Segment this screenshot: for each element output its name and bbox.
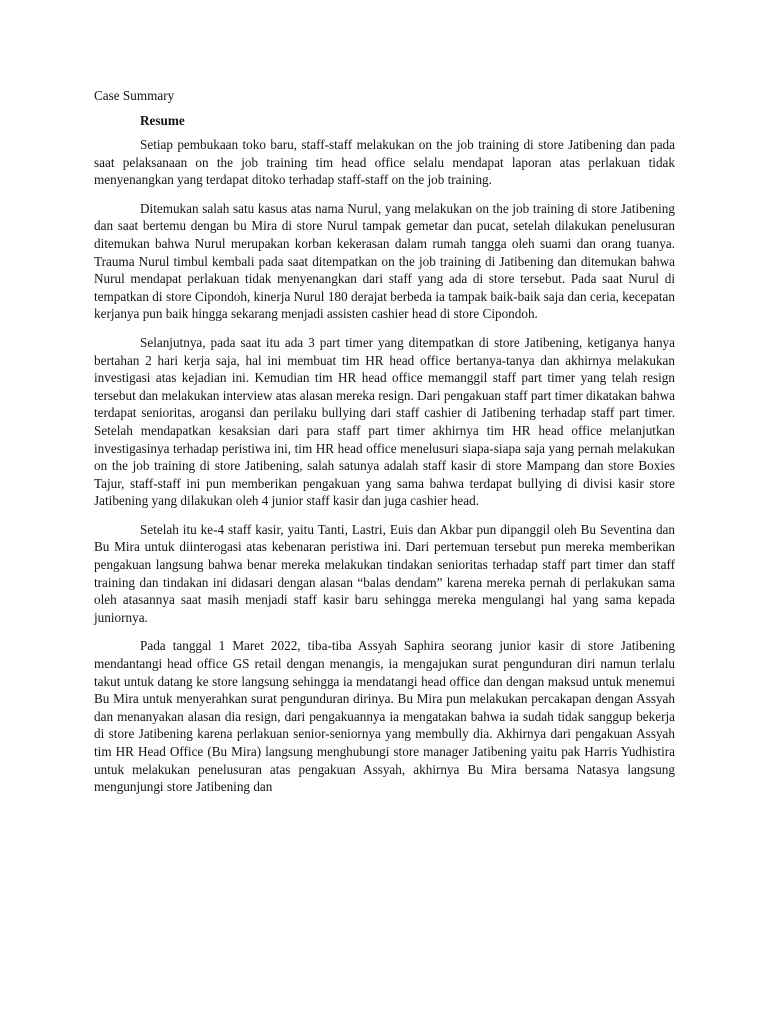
paragraph-5: Pada tanggal 1 Maret 2022, tiba-tiba Assyah Saphira seorang junior kasir di store Jatibening mendantangi head office GS retail dengan menangis, ia mengajukan surat pengunduran diri namun terlalu takut untuk datang ke store langsung sehingga ia mendatangi head office dan dengan maksud untuk menemui Bu Mira untuk menyerahkan surat pengunduran dirinya. Bu Mira pun melakukan percakapan dengan Assyah dan menanyakan alasan dia resign, dari pengakuannya ia mengatakan bahwa ia sudah tidak sanggup bekerja di store Jatibening karena perlakuan senior-seniornya yang membully dia. Akhirnya dari pengakuan Assyah tim HR Head Office (Bu Mira) langsung menghubungi store manager Jatibening yaitu pak Harris Yudhistira untuk melakukan penelusuran atas pengakuan Assyah, akhirnya Bu Mira bersama Natasya langsung mengunjungi store Jatibening dan [94,638,675,795]
paragraph-1: Setiap pembukaan toko baru, staff-staff melakukan on the job training di store Jatibening dan pada saat pelaksanaan on the job training tim head office selalu mendapat laporan atas perlakuan tidak menyenangkan yang terdapat ditoko terhadap staff-staff on the job training. [94,137,675,188]
paragraph-3: Selanjutnya, pada saat itu ada 3 part timer yang ditempatkan di store Jatibening, ketiganya hanya bertahan 2 hari kerja saja, hal ini membuat tim HR head office bertanya-tanya dan akhirnya melakukan investigasi atas kejadian ini. Kemudian tim HR head office memanggil staff part timer yang telah resign tersebut dan melakukan interview atas alasan mereka resign. Dari pengakuan staff part timer dikatakan bahwa terdapat senioritas, arogansi dan perilaku bullying dari staff cashier di Jatibening terhadap staff part timer. Setelah mendapatkan kesaksian dari para staff part timer akhirnya tim HR head office melanjutkan investigasinya terhadap peristiwa ini, tim HR head office menelusuri siapa-siapa saja yang pernah melakukan on the job training di store Jatibening, salah satunya adalah staff kasir di store Mampang dan store Boxies Tajur, staff-staff ini pun memberikan pengakuan yang sama bahwa terdapat bullying di divisi kasir store Jatibening yang dilakukan oleh 4 junior staff kasir dan juga cashier head. [94,334,675,509]
case-summary-label: Case Summary [94,88,175,103]
paragraph-2: Ditemukan salah satu kasus atas nama Nurul, yang melakukan on the job training di store Jatibening dan saat bertemu dengan bu Mira di store Nurul tampak gemetar dan pucat, setelah dilakukan penelusuran ditemukan bahwa Nurul merupakan korban kekerasan dalam rumah tangga oleh suami dan orang tuanya. Trauma Nurul timbul kembali pada saat ditempatkan on the job training di Jatibening dan ditemukan bahwa Nurul mendapat perlakuan tidak menyenangkan dari staff yang ada di store tersebut. Pada saat Nurul di tempatkan di store Cipondoh, kinerja Nurul 180 derajat berbeda ia tampak baik-baik saja dan ceria, kecepatan kerjanya pun baik hingga sekarang menjadi assisten cashier head di store Cipondoh. [94,200,675,322]
paragraph-4: Setelah itu ke-4 staff kasir, yaitu Tanti, Lastri, Euis dan Akbar pun dipanggil oleh Bu Seventina dan Bu Mira untuk diinterogasi atas kebenaran peristiwa ini. Dari pertemuan tersebut pun mereka memberikan pengakuan langsung bahwa benar mereka melakukan tindakan senioritas terhadap staff part timer dan staff training dan tindakan ini didasari dengan alasan “balas dendam” karena mereka pernah di perlakukan sama oleh atasannya saat masih menjadi staff kasir baru sehingga mereka mengulangi hal yang sama kepada juniornya. [94,521,675,625]
resume-heading: Resume [140,113,185,128]
